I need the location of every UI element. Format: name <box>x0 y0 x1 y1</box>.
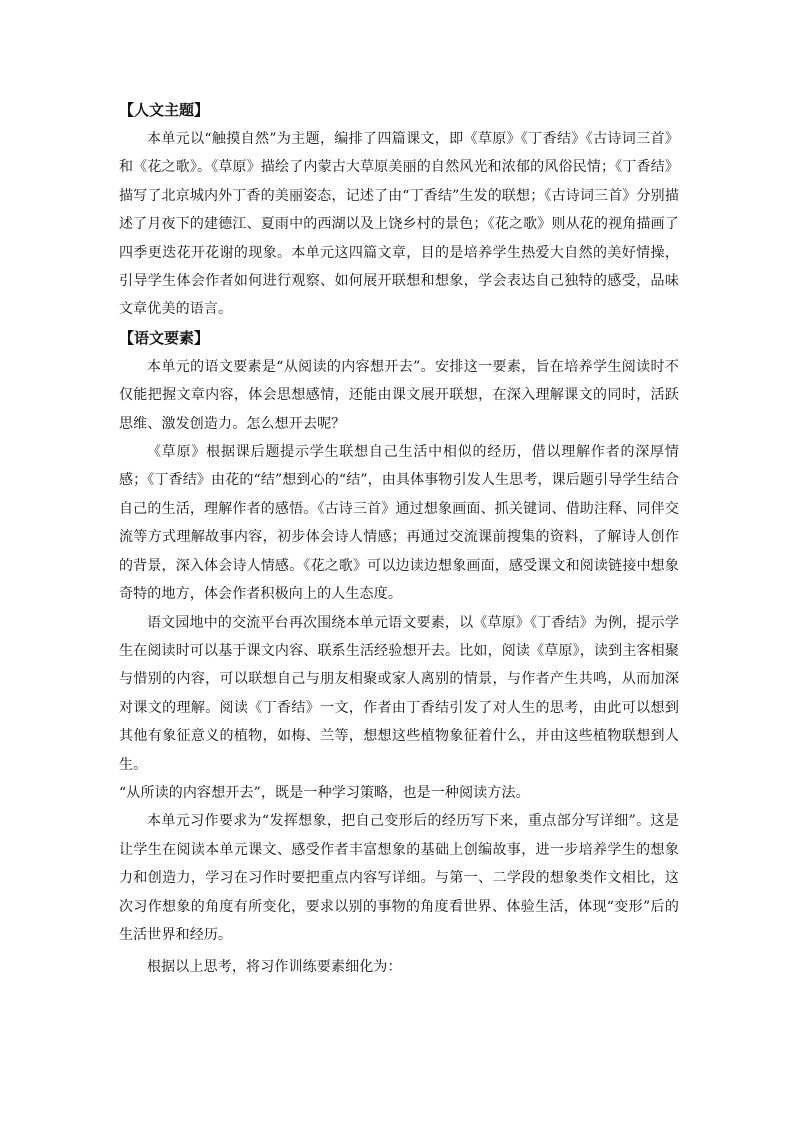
document-body <box>119 96 679 982</box>
paragraph-humanities-theme: 本单元以“触摸自然”为主题，编排了四篇课文，即《草原》《丁香结》《古诗词三首》和《花之歌》。《草原》描绘了内蒙古大草原美丽的自然风光和浓郁的风俗民情；《丁香结》描写了北京城内外丁香的美丽姿态，记述了由“丁香结”生发的联想；《古诗词三首》分别描述了月夜下的建德江、夏雨中的西湖以及上饶乡村的景色；《花之歌》则从花的视角描画了四季更迭花开花谢的现象。本单元这四篇文章，目的是培养学生热爱大自然的美好情操，引导学生体会作者如何进行观察、如何展开联想和想象，学会表达自己独特的感受，品味文章优美的语言。 <box>119 131 679 318</box>
section-heading-language-elements: 【语文要素】 <box>119 328 210 347</box>
paragraph-language-elements-intro: 本单元的语文要素是“从阅读的内容想开去”。安排这一要素，旨在培养学生阅读时不仅能把握文章内容，体会思想感情，还能由课文展开联想，在深入理解课文的同时，活跃思维、激发创造力。怎么想开去呢？ <box>119 358 679 432</box>
paragraph-conclusion-lead: 根据以上思考，将习作训练要素细化为： <box>147 959 402 976</box>
section-heading-humanities-theme: 【人文主题】 <box>119 101 210 119</box>
paragraph-lesson-analysis: 《草原》根据课后题提示学生联想自己生活中相似的经历，借以理解作者的深厚情感；《丁香结》由花的“结”想到心的“结”，由具体事物引发人生思考，课后题引导学生结合自己的生活，理解作者的感悟。《古诗三首》通过想象画面、抓关键词、借助注释、同伴交流等方式理解故事内容，初步体会诗人情感；再通过交流课前搜集的资料，了解诗人创作的背景，深入体会诗人情感。《花之歌》可以边读边想象画面，感受课文和阅读链接中想象奇特的地方，体会作者积极向上的人生态度。 <box>119 444 679 603</box>
paragraph-exchange-platform: 语文园地中的交流平台再次围绕本单元语文要素，以《草原》《丁香结》为例，提示学生在阅读时可以基于课文内容、联系生活经验想开去。比如，阅读《草原》，读到主客相聚与惜别的内容，可以联想自己与朋友相聚或家人离别的情景，与作者产生共鸣，从而加深对课文的理解。阅读《丁香结》一文，作者由丁香结引发了对人生的思考，由此可以想到其他有象征意义的植物，如梅、兰等，想想这些植物象征着什么，并由这些植物联想到人生。 <box>119 614 679 773</box>
paragraph-strategy-note: “从所读的内容想开去”，既是一种学习策略，也是一种阅读方法。 <box>119 784 530 801</box>
paragraph-writing-requirement: 本单元习作要求为“发挥想象，把自己变形后的经历写下来，重点部分写详细”。这是让学生在阅读本单元课文、感受作者丰富想象的基础上创编故事，进一步培养学生的想象力和创造力，学习在习作时要把重点内容写详细。与第一、二学段的想象类作文相比，这次习作想象的角度有所变化，要求以别的事物的角度看世界、体验生活，体现“变形”后的生活世界和经历。 <box>119 813 679 943</box>
